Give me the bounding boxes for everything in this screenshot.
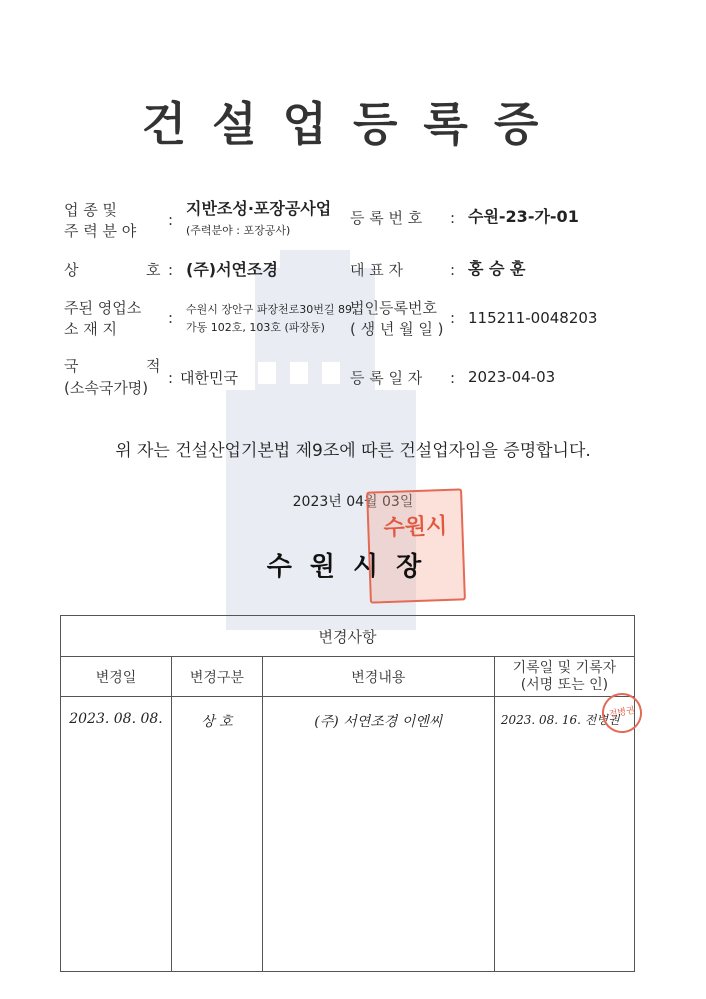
corp-no-value: 115211-0048203 (468, 309, 598, 327)
nationality-label-3: (소속국가명) (64, 379, 149, 397)
rep-label: 대 표 자 (350, 261, 404, 279)
colon: : (168, 309, 174, 327)
header-change-date: 변경일 (61, 657, 172, 697)
trade-name-label-1: 상 (64, 261, 79, 279)
business-type-label-1: 업 종 및 (64, 201, 118, 219)
reg-no-value: 수원-23-가-01 (468, 207, 579, 226)
corp-no-label-1: 법인등록번호 (350, 299, 437, 317)
reg-date-label: 등 록 일 자 (350, 369, 423, 387)
trade-name-value: (주)서연조경 (186, 260, 278, 279)
address-label-2: 소 재 지 (64, 320, 118, 338)
issuer-name: 수원시장 (266, 552, 440, 582)
row-type: 상 호 (172, 697, 263, 972)
header-change-type: 변경구분 (172, 657, 263, 697)
table-row (61, 697, 635, 972)
document-title: 건설업등록증 (141, 97, 565, 151)
colon: : (168, 369, 174, 387)
certification-text: 위 자는 건설산업기본법 제9조에 따른 건설업자임을 증명합니다. (115, 441, 591, 461)
colon: : (450, 309, 456, 327)
main-field-value: (주력분야 : 포장공사) (186, 224, 291, 237)
row-date: 2023. 08. 08. (61, 697, 172, 972)
issue-date: 2023년 04월 03일 (292, 494, 414, 510)
header-record (494, 657, 634, 697)
header-record-line1: 기록일 및 기록자 (512, 659, 617, 676)
changes-table (60, 615, 635, 972)
colon: : (168, 261, 174, 279)
address-value-2: 가동 102호, 103호 (파장동) (186, 321, 325, 334)
seal-text: 수원시 (383, 513, 448, 542)
watermark-tower-roof (280, 250, 350, 274)
header-change-content: 변경내용 (262, 657, 494, 697)
business-type-value: 지반조성·포장공사업 (186, 199, 332, 218)
nationality-label-1: 국 (64, 357, 79, 375)
row-content: (주) 서연조경 이엔씨 (262, 697, 494, 972)
nationality-label-2: 적 (146, 357, 161, 375)
row-record: 2023. 08. 16. 전병권 (494, 697, 634, 972)
colon: : (168, 211, 174, 229)
colon: : (450, 209, 456, 227)
business-type-label-2: 주 력 분 야 (64, 222, 137, 240)
colon: : (450, 261, 456, 279)
watermark-window-3 (322, 362, 340, 384)
colon: : (450, 369, 456, 387)
reg-date-value: 2023-04-03 (468, 368, 556, 386)
watermark-window-2 (290, 362, 308, 384)
nationality-value: 대한민국 (180, 369, 238, 387)
changes-title: 변경사항 (61, 616, 635, 657)
reg-no-label: 등 록 번 호 (350, 209, 423, 227)
watermark-window-1 (258, 362, 276, 384)
record-stamp: 전병권 (599, 690, 645, 736)
address-value-1: 수원시 장안구 파장천로30번길 89, (186, 303, 356, 316)
corp-no-label-2: ( 생 년 월 일 ) (350, 320, 444, 338)
trade-name-label-2: 호 (146, 261, 161, 279)
header-record-line2: (서명 또는 인) (520, 676, 609, 693)
rep-value: 홍 승 훈 (468, 259, 526, 278)
address-label-1: 주된 영업소 (64, 299, 142, 317)
